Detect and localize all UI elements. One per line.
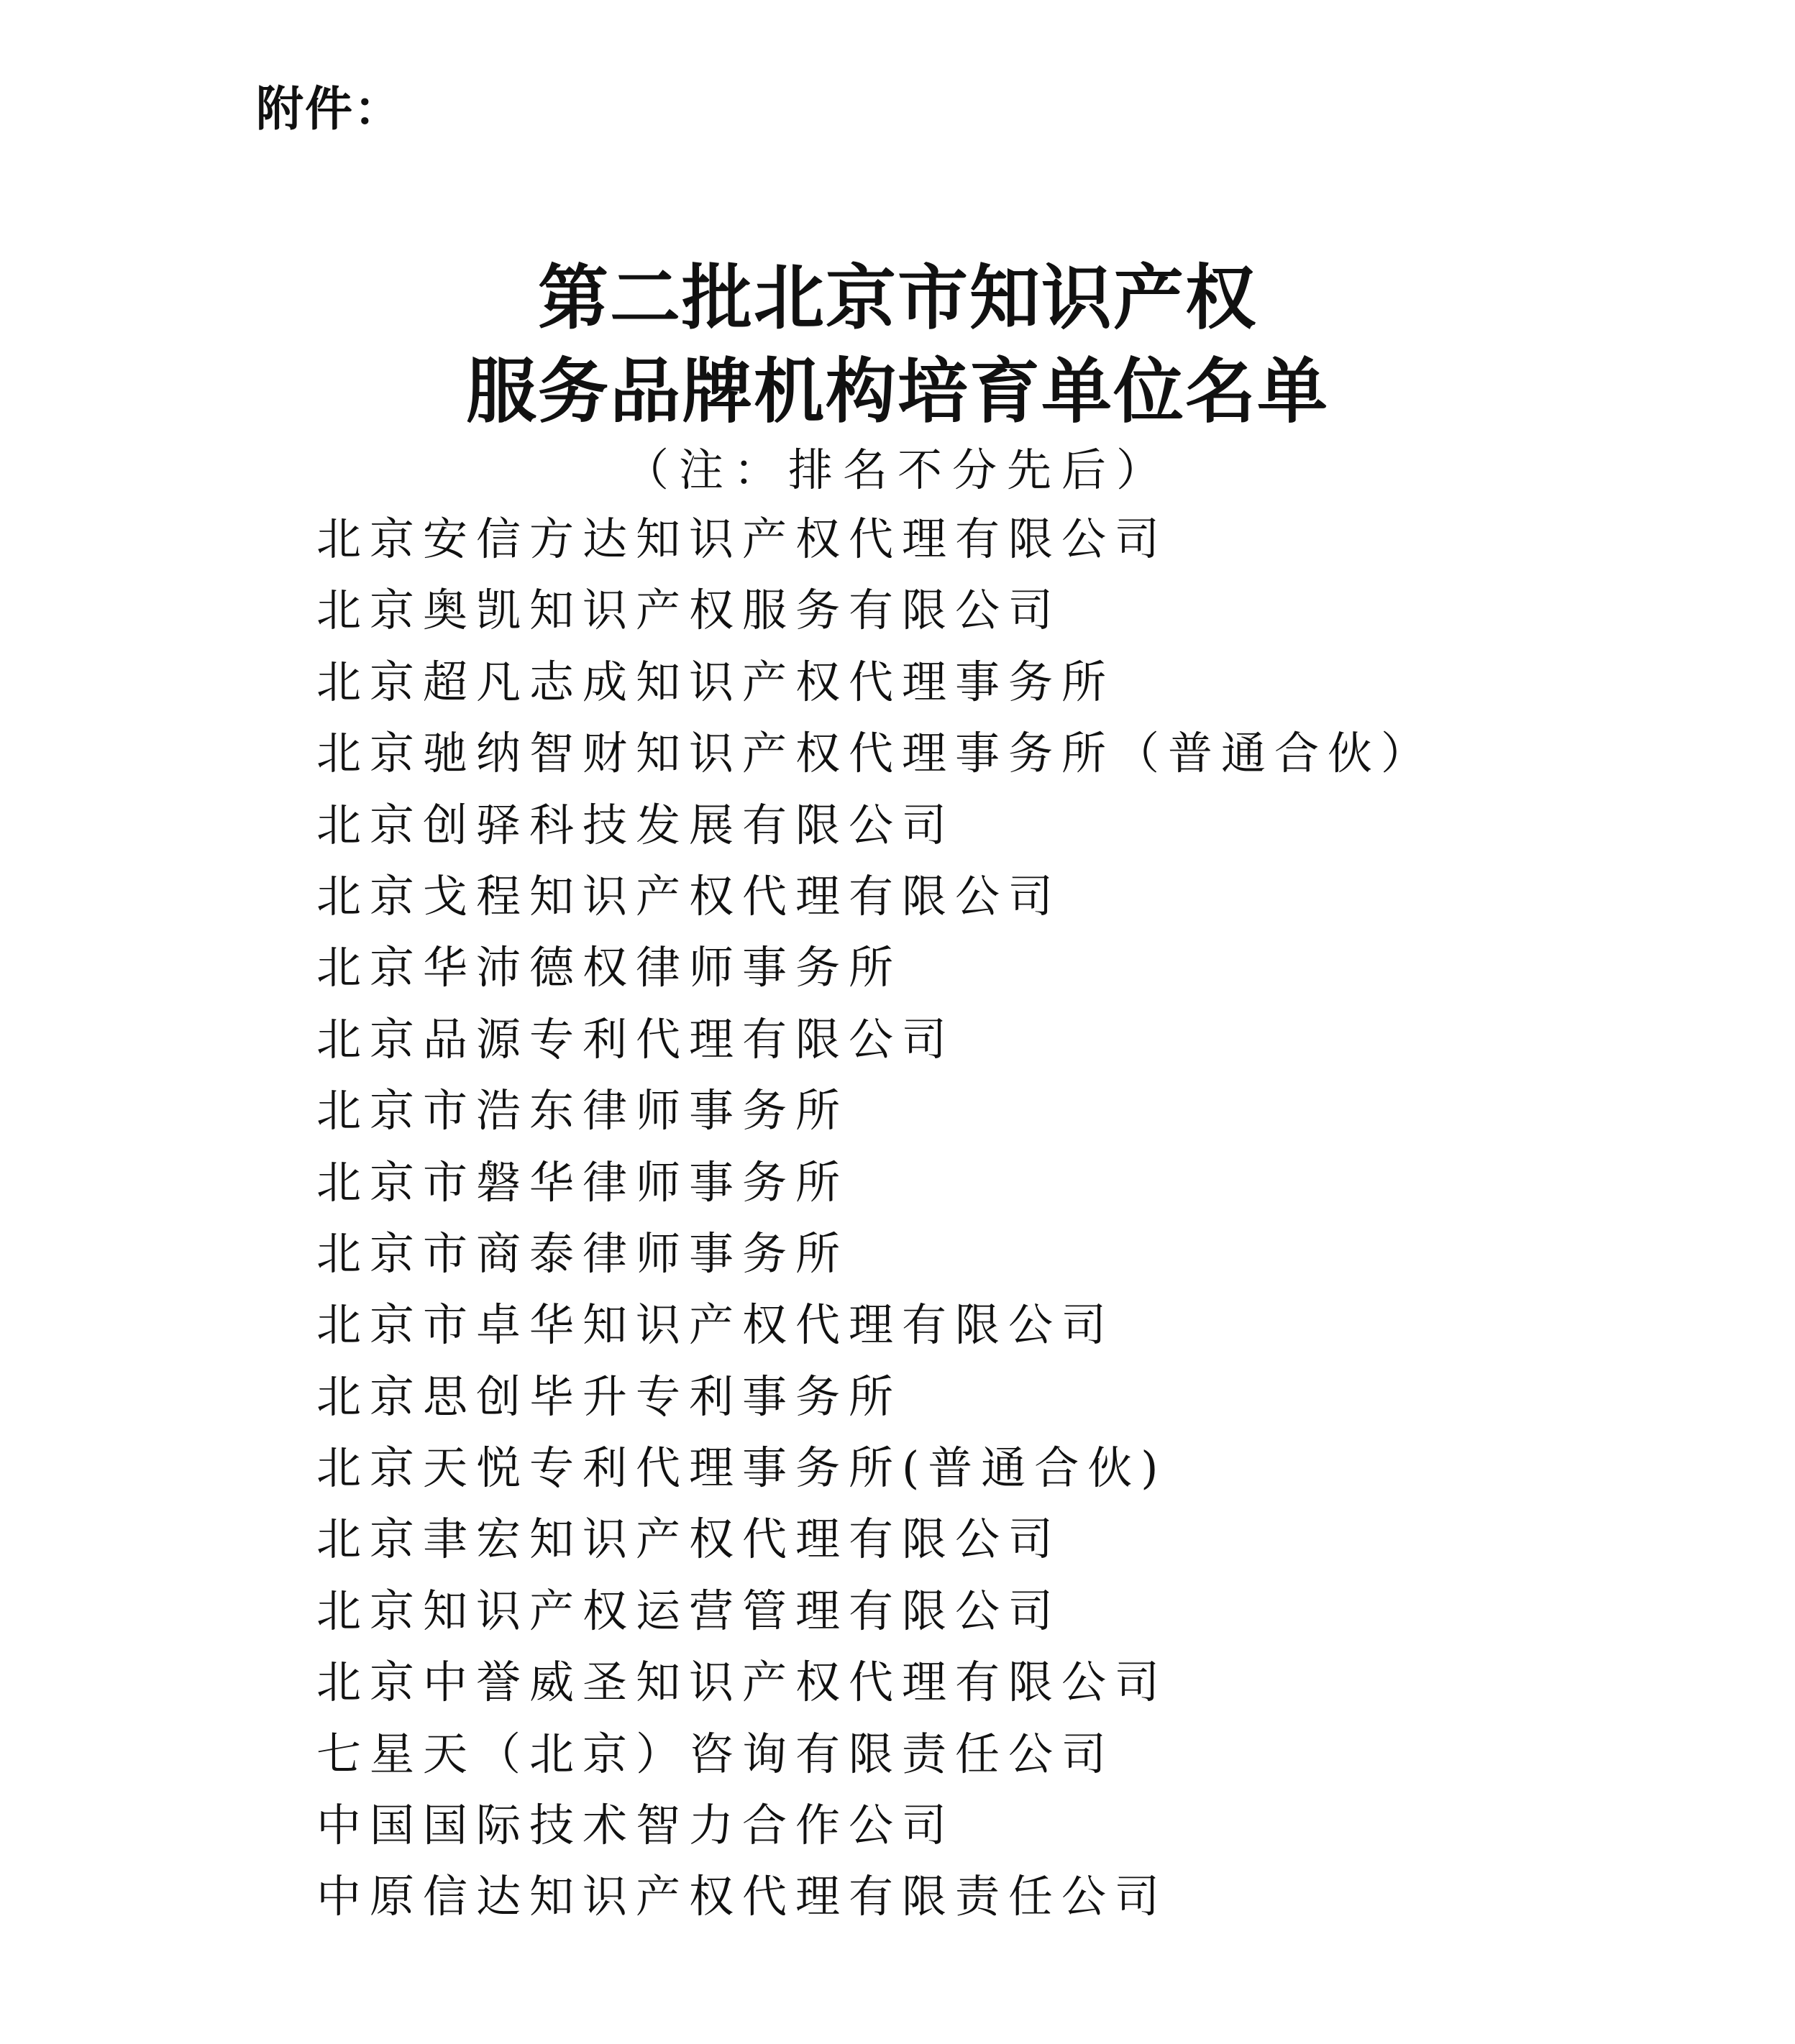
organization-item: 北京知识产权运营管理有限公司 (316, 1584, 1062, 1637)
document-title-line-1: 第二批北京市知识产权 (537, 257, 1257, 339)
organization-item: 中原信达知识产权代理有限责任公司 (316, 1870, 1169, 1923)
organization-item: 北京市磐华律师事务所 (316, 1155, 849, 1209)
organization-item: 北京超凡志成知识产权代理事务所 (316, 655, 1115, 708)
organization-item: 北京戈程知识产权代理有限公司 (316, 869, 1062, 922)
organization-item: 北京天悦专利代理事务所(普通合伙) (316, 1442, 1167, 1495)
organization-item: 中国国际技术智力合作公司 (316, 1799, 956, 1852)
organization-item: 北京驰纳智财知识产权代理事务所（普通合伙） (316, 727, 1435, 780)
organization-item: 北京创驿科技发展有限公司 (316, 798, 956, 851)
document-title-line-2: 服务品牌机构培育单位名单 (465, 350, 1329, 433)
organization-item: 北京市卓华知识产权代理有限公司 (316, 1298, 1115, 1352)
organization-item: 北京华沛德权律师事务所 (316, 941, 903, 994)
organization-item: 七星天（北京）咨询有限责任公司 (316, 1727, 1115, 1780)
organization-item: 北京聿宏知识产权代理有限公司 (316, 1513, 1062, 1566)
ranking-note: （注：排名不分先后） (624, 444, 1171, 496)
organization-item: 北京品源专利代理有限公司 (316, 1012, 956, 1065)
organization-item: 北京市浩东律师事务所 (316, 1084, 849, 1137)
organization-item: 北京奥凯知识产权服务有限公司 (316, 584, 1062, 637)
organization-item: 北京市商泰律师事务所 (316, 1227, 849, 1280)
organization-item: 北京中誉威圣知识产权代理有限公司 (316, 1656, 1169, 1709)
organization-item: 北京思创毕升专利事务所 (316, 1370, 903, 1423)
attachment-label: 附件： (256, 81, 403, 137)
organization-list (316, 503, 1434, 1933)
organization-item: 北京安信方达知识产权代理有限公司 (316, 513, 1169, 565)
